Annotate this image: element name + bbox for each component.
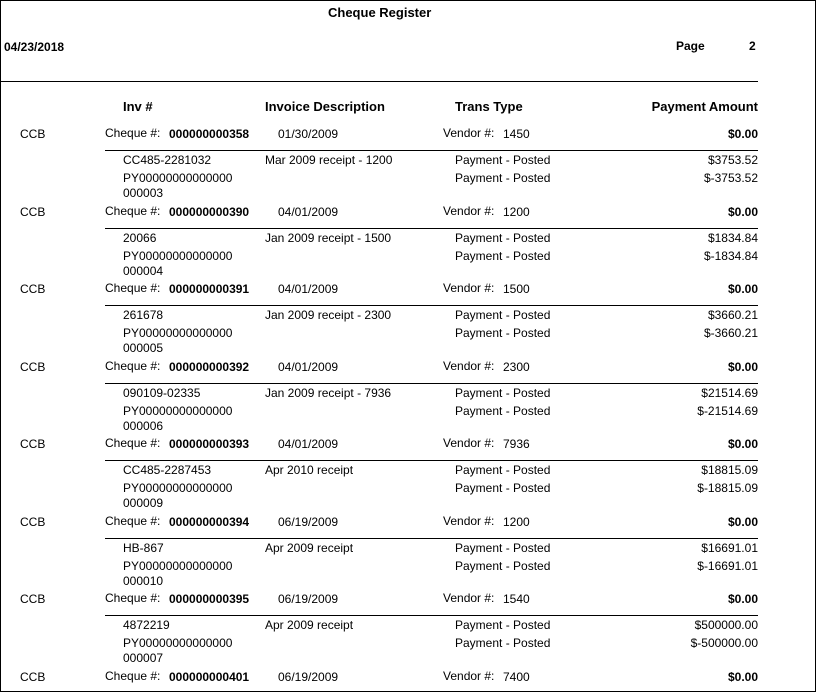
column-header-trans-type: Trans Type — [455, 99, 523, 114]
vendor-number: 1540 — [503, 592, 530, 606]
line-description: Mar 2009 receipt - 1200 — [265, 153, 393, 167]
cheque-date: 06/19/2009 — [278, 514, 339, 529]
line-amount: $-18815.09 — [697, 481, 758, 495]
cheque-number: 000000000394 — [169, 514, 250, 529]
bank-code: CCB — [20, 127, 46, 141]
cheque-divider — [105, 150, 758, 151]
cheque-number: 000000000358 — [169, 127, 250, 141]
line-trans-type: Payment - Posted — [455, 171, 551, 185]
vendor-number: 1500 — [503, 282, 530, 296]
cheque-label: Cheque #: — [105, 203, 161, 218]
line-trans-type: Payment - Posted — [455, 463, 551, 477]
line-trans-type: Payment - Posted — [455, 540, 551, 555]
line-invoice: CC485-2287453 — [123, 463, 212, 477]
line-invoice: PY00000000000000 — [123, 481, 233, 495]
vendor-number: 1200 — [503, 514, 530, 529]
cheque-date: 04/01/2009 — [278, 437, 339, 451]
vendor-label: Vendor #: — [443, 513, 495, 528]
bank-code: CCB — [20, 514, 46, 529]
cheque-total: $0.00 — [727, 437, 758, 451]
line-invoice-continued: 000003 — [123, 186, 164, 200]
line-trans-type: Payment - Posted — [455, 558, 551, 573]
line-invoice: HB-867 — [123, 540, 164, 555]
line-invoice: PY00000000000000 — [123, 171, 233, 185]
cheque-number: 000000000391 — [169, 282, 250, 296]
cheque-total: $0.00 — [727, 514, 758, 529]
line-invoice-continued: 000009 — [123, 496, 164, 510]
line-amount: $3753.52 — [707, 153, 758, 167]
vendor-label: Vendor #: — [443, 668, 495, 683]
cheque-total: $0.00 — [727, 204, 758, 219]
line-amount: $-3753.52 — [703, 171, 758, 185]
cheque-divider — [105, 383, 758, 384]
line-amount: $-16691.01 — [697, 558, 758, 573]
vendor-label: Vendor #: — [443, 358, 495, 373]
vendor-number: 1200 — [503, 204, 530, 219]
line-invoice-continued: 000005 — [123, 341, 164, 355]
line-trans-type: Payment - Posted — [455, 385, 551, 400]
report-date: 04/23/2018 — [4, 40, 65, 54]
page-number: 2 — [749, 39, 756, 53]
line-amount: $3660.21 — [707, 308, 758, 322]
cheque-date: 01/30/2009 — [278, 127, 339, 141]
line-trans-type: Payment - Posted — [455, 618, 551, 632]
line-trans-type: Payment - Posted — [455, 248, 551, 263]
line-invoice: PY00000000000000 — [123, 558, 233, 573]
cheque-label: Cheque #: — [105, 436, 161, 450]
line-amount: $500000.00 — [694, 618, 758, 632]
bank-code: CCB — [20, 669, 46, 684]
line-invoice: PY00000000000000 — [123, 248, 233, 263]
cheque-label: Cheque #: — [105, 126, 161, 140]
cheque-date: 06/19/2009 — [278, 669, 339, 684]
vendor-label: Vendor #: — [443, 126, 495, 140]
line-description: Apr 2009 receipt — [265, 618, 354, 632]
line-amount: $-21514.69 — [697, 403, 758, 418]
cheque-label: Cheque #: — [105, 358, 161, 373]
cheque-date: 06/19/2009 — [278, 592, 339, 606]
bank-code: CCB — [20, 437, 46, 451]
line-invoice: PY00000000000000 — [123, 326, 233, 340]
vendor-number: 7400 — [503, 669, 530, 684]
cheque-label: Cheque #: — [105, 591, 161, 605]
report-title: Cheque Register — [328, 5, 432, 20]
cheque-date: 04/01/2009 — [278, 359, 339, 374]
column-header-inv: Inv # — [123, 99, 153, 114]
vendor-label: Vendor #: — [443, 436, 495, 450]
line-trans-type: Payment - Posted — [455, 153, 551, 167]
bank-code: CCB — [20, 592, 46, 606]
cheque-number: 000000000401 — [169, 669, 250, 684]
cheque-divider — [105, 228, 758, 229]
cheque-divider — [105, 538, 758, 539]
line-description: Jan 2009 receipt - 1500 — [265, 230, 392, 245]
line-trans-type: Payment - Posted — [455, 230, 551, 245]
cheque-number: 000000000392 — [169, 359, 250, 374]
cheque-total: $0.00 — [727, 282, 758, 296]
column-header-payment-amount: Payment Amount — [651, 99, 758, 114]
cheque-label: Cheque #: — [105, 281, 161, 295]
line-trans-type: Payment - Posted — [455, 481, 551, 495]
line-trans-type: Payment - Posted — [455, 308, 551, 322]
line-amount: $16691.01 — [701, 540, 758, 555]
line-invoice: 4872219 — [123, 618, 170, 632]
cheque-total: $0.00 — [727, 669, 758, 684]
line-description: Apr 2009 receipt — [265, 540, 354, 555]
cheque-date: 04/01/2009 — [278, 282, 339, 296]
line-trans-type: Payment - Posted — [455, 326, 551, 340]
cheque-number: 000000000393 — [169, 437, 250, 451]
cheque-total: $0.00 — [727, 592, 758, 606]
line-amount: $18815.09 — [701, 463, 758, 477]
bank-code: CCB — [20, 359, 46, 374]
line-description: Jan 2009 receipt - 2300 — [265, 308, 392, 322]
vendor-number: 2300 — [503, 359, 530, 374]
line-description: Apr 2010 receipt — [265, 463, 354, 477]
line-invoice: CC485-2281032 — [123, 153, 212, 167]
cheque-divider — [105, 305, 758, 306]
line-invoice: 261678 — [123, 308, 164, 322]
vendor-label: Vendor #: — [443, 591, 495, 605]
line-invoice: 090109-02335 — [123, 385, 201, 400]
header-divider — [1, 81, 758, 82]
cheque-total: $0.00 — [727, 359, 758, 374]
vendor-number: 1450 — [503, 127, 530, 141]
cheque-divider — [105, 615, 758, 616]
page-label: Page — [676, 39, 705, 53]
bank-code: CCB — [20, 204, 46, 219]
line-invoice-continued: 000007 — [123, 651, 164, 665]
bank-code: CCB — [20, 282, 46, 296]
line-invoice: PY00000000000000 — [123, 403, 233, 418]
line-invoice-continued: 000004 — [123, 263, 164, 278]
cheque-date: 04/01/2009 — [278, 204, 339, 219]
vendor-number: 7936 — [503, 437, 530, 451]
line-amount: $1834.84 — [707, 230, 758, 245]
line-invoice-continued: 000006 — [123, 418, 164, 433]
vendor-label: Vendor #: — [443, 281, 495, 295]
line-amount: $-500000.00 — [690, 636, 758, 650]
cheque-total: $0.00 — [727, 127, 758, 141]
line-trans-type: Payment - Posted — [455, 636, 551, 650]
line-amount: $-3660.21 — [703, 326, 758, 340]
line-invoice: PY00000000000000 — [123, 636, 233, 650]
line-trans-type: Payment - Posted — [455, 403, 551, 418]
vendor-label: Vendor #: — [443, 203, 495, 218]
line-amount: $21514.69 — [701, 385, 758, 400]
line-invoice: 20066 — [123, 230, 157, 245]
cheque-label: Cheque #: — [105, 513, 161, 528]
cheque-label: Cheque #: — [105, 668, 161, 683]
line-amount: $-1834.84 — [703, 248, 758, 263]
cheque-number: 000000000395 — [169, 592, 250, 606]
cheque-number: 000000000390 — [169, 204, 250, 219]
cheque-divider — [105, 460, 758, 461]
line-invoice-continued: 000010 — [123, 573, 164, 588]
column-header-description: Invoice Description — [265, 99, 385, 114]
line-description: Jan 2009 receipt - 7936 — [265, 385, 392, 400]
